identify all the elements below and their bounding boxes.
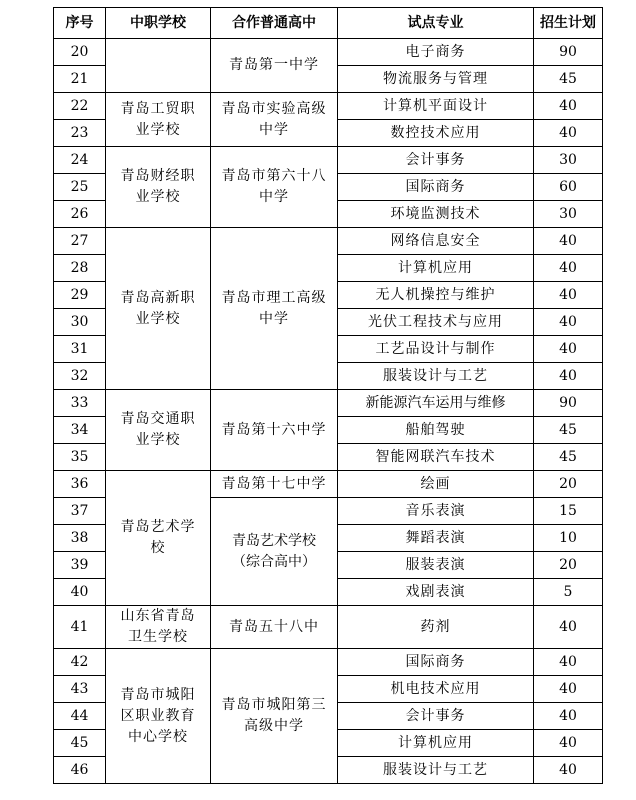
plan-cell: 20	[534, 471, 603, 498]
school-cell: 山东省青岛卫生学校	[106, 606, 211, 649]
major-cell: 戏剧表演	[338, 579, 534, 606]
major-cell: 服装表演	[338, 552, 534, 579]
header-row	[54, 8, 603, 39]
partner-cell: 青岛市城阳第三高级中学	[211, 649, 338, 784]
major-cell: 数控技术应用	[338, 120, 534, 147]
major-cell: 光伏工程技术与应用	[338, 309, 534, 336]
row-no: 24	[54, 147, 106, 174]
major-cell: 国际商务	[338, 649, 534, 676]
major-cell: 计算机应用	[338, 730, 534, 757]
partner-cell: 青岛五十八中	[211, 606, 338, 649]
table-row	[54, 39, 603, 66]
major-cell: 智能网联汽车技术	[338, 444, 534, 471]
major-cell: 物流服务与管理	[338, 66, 534, 93]
row-no: 32	[54, 363, 106, 390]
partner-cell: 青岛市实验高级中学	[211, 93, 338, 147]
major-cell: 服装设计与工艺	[338, 757, 534, 784]
header-no: 序号	[54, 8, 106, 39]
major-cell: 工艺品设计与制作	[338, 336, 534, 363]
row-no: 25	[54, 174, 106, 201]
plan-cell: 20	[534, 552, 603, 579]
table-row	[54, 228, 603, 255]
row-no: 28	[54, 255, 106, 282]
plan-cell: 40	[534, 93, 603, 120]
major-cell: 计算机应用	[338, 255, 534, 282]
partner-cell: 青岛市理工高级中学	[211, 228, 338, 390]
row-no: 21	[54, 66, 106, 93]
row-no: 27	[54, 228, 106, 255]
partner-cell: 青岛第一中学	[211, 39, 338, 93]
major-cell: 计算机平面设计	[338, 93, 534, 120]
plan-cell: 40	[534, 336, 603, 363]
table-row	[54, 93, 603, 120]
plan-cell: 40	[534, 649, 603, 676]
row-no: 40	[54, 579, 106, 606]
plan-cell: 40	[534, 255, 603, 282]
table-row	[54, 606, 603, 649]
major-cell: 药剂	[338, 606, 534, 649]
table-row	[54, 147, 603, 174]
header-partner: 合作普通高中	[211, 8, 338, 39]
school-cell: 青岛市城阳区职业教育中心学校	[106, 649, 211, 784]
row-no: 41	[54, 606, 106, 649]
major-cell: 网络信息安全	[338, 228, 534, 255]
row-no: 43	[54, 676, 106, 703]
plan-cell: 30	[534, 147, 603, 174]
school-cell: 青岛交通职业学校	[106, 390, 211, 471]
major-cell: 机电技术应用	[338, 676, 534, 703]
partner-cell: 青岛市第六十八中学	[211, 147, 338, 228]
partner-cell: 青岛第十六中学	[211, 390, 338, 471]
major-cell: 无人机操控与维护	[338, 282, 534, 309]
major-cell: 音乐表演	[338, 498, 534, 525]
row-no: 45	[54, 730, 106, 757]
major-cell: 国际商务	[338, 174, 534, 201]
school-cell: 青岛高新职业学校	[106, 228, 211, 390]
major-cell: 电子商务	[338, 39, 534, 66]
header-plan: 招生计划	[534, 8, 603, 39]
plan-cell: 40	[534, 228, 603, 255]
row-no: 38	[54, 525, 106, 552]
plan-cell: 40	[534, 703, 603, 730]
major-cell: 服装设计与工艺	[338, 363, 534, 390]
major-cell: 绘画	[338, 471, 534, 498]
school-cell: 青岛财经职业学校	[106, 147, 211, 228]
major-cell: 新能源汽车运用与维修	[338, 390, 534, 417]
row-no: 30	[54, 309, 106, 336]
row-no: 46	[54, 757, 106, 784]
plan-cell: 45	[534, 66, 603, 93]
school-cell	[106, 39, 211, 93]
plan-cell: 10	[534, 525, 603, 552]
school-cell: 青岛工贸职业学校	[106, 93, 211, 147]
plan-cell: 15	[534, 498, 603, 525]
plan-cell: 90	[534, 390, 603, 417]
plan-cell: 40	[534, 757, 603, 784]
row-no: 33	[54, 390, 106, 417]
major-cell: 会计事务	[338, 147, 534, 174]
plan-cell: 40	[534, 309, 603, 336]
table-row	[54, 390, 603, 417]
row-no: 35	[54, 444, 106, 471]
plan-cell: 45	[534, 417, 603, 444]
header-major: 试点专业	[338, 8, 534, 39]
row-no: 29	[54, 282, 106, 309]
plan-cell: 90	[534, 39, 603, 66]
major-cell: 船舶驾驶	[338, 417, 534, 444]
major-cell: 会计事务	[338, 703, 534, 730]
row-no: 39	[54, 552, 106, 579]
plan-cell: 40	[534, 676, 603, 703]
row-no: 37	[54, 498, 106, 525]
row-no: 42	[54, 649, 106, 676]
row-no: 23	[54, 120, 106, 147]
row-no: 31	[54, 336, 106, 363]
partner-cell: 青岛第十七中学	[211, 471, 338, 498]
row-no: 36	[54, 471, 106, 498]
partner-cell: 青岛艺术学校（综合高中）	[211, 498, 338, 606]
plan-cell: 45	[534, 444, 603, 471]
pilot-enrollment-table	[53, 7, 603, 784]
school-cell: 青岛艺术学校	[106, 471, 211, 606]
header-school: 中职学校	[106, 8, 211, 39]
row-no: 20	[54, 39, 106, 66]
row-no: 34	[54, 417, 106, 444]
major-cell: 环境监测技术	[338, 201, 534, 228]
row-no: 22	[54, 93, 106, 120]
plan-cell: 40	[534, 730, 603, 757]
plan-cell: 40	[534, 120, 603, 147]
plan-cell: 40	[534, 606, 603, 649]
plan-cell: 30	[534, 201, 603, 228]
row-no: 26	[54, 201, 106, 228]
table-row	[54, 649, 603, 676]
plan-cell: 60	[534, 174, 603, 201]
plan-cell: 5	[534, 579, 603, 606]
row-no: 44	[54, 703, 106, 730]
plan-cell: 40	[534, 363, 603, 390]
table-row	[54, 471, 603, 498]
major-cell: 舞蹈表演	[338, 525, 534, 552]
plan-cell: 40	[534, 282, 603, 309]
